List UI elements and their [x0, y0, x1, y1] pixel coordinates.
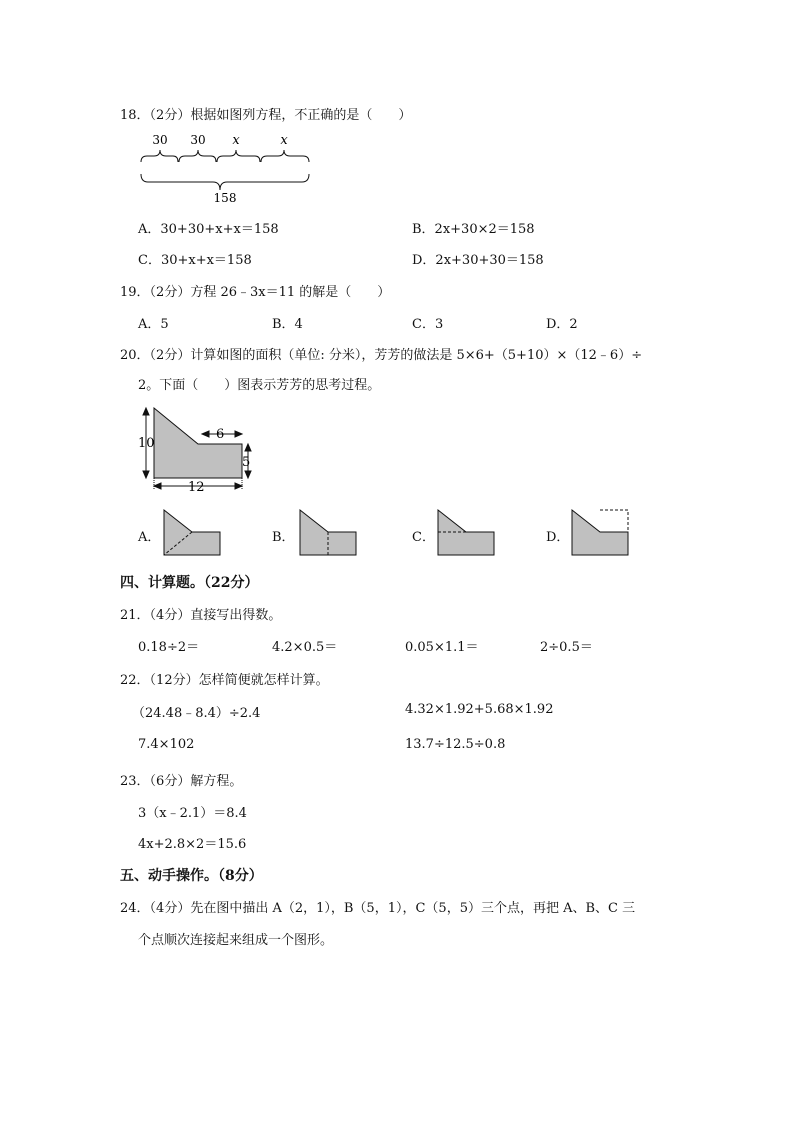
- q20-choice-b-figure[interactable]: [298, 508, 360, 558]
- q21-item-2: 4.2×0.5＝: [272, 640, 338, 655]
- q21-item-3: 0.05×1.1＝: [405, 640, 479, 655]
- q19-option-a[interactable]: A．5: [138, 317, 169, 332]
- q19-stem: 19．（2分）方程 26﹣3x＝11 的解是（ ）: [120, 285, 391, 300]
- q20-stem-line2: 2。下面（ ）图表示芳芳的思考过程。: [138, 378, 381, 393]
- q24-line2: 个点顺次连接起来组成一个图形。: [138, 933, 334, 948]
- q22-stem: 22．（12分）怎样简便就怎样计算。: [120, 673, 329, 688]
- q20-choice-d-figure[interactable]: [570, 508, 632, 558]
- q19-option-b[interactable]: B．4: [272, 317, 303, 332]
- q18-option-d[interactable]: D．2x+30+30＝158: [412, 253, 544, 268]
- q23-item-1: 3（x﹣2.1）＝8.4: [138, 806, 247, 821]
- top-brace-1: [141, 150, 178, 162]
- q19-option-c[interactable]: C．3: [412, 317, 444, 332]
- q20-main-figure: [136, 402, 260, 498]
- q21-item-4: 2÷0.5＝: [540, 640, 593, 655]
- dim-left: 10: [138, 436, 155, 451]
- brace-label-3: x: [232, 133, 240, 148]
- top-brace-3: [217, 150, 260, 162]
- q24-line1: 24．（4分）先在图中描出 A（2，1），B（5，1），C（5，5）三个点，再把 A、B、C 三: [120, 901, 636, 916]
- q20-choice-b-letter[interactable]: B．: [272, 530, 295, 545]
- q23-item-2: 4x+2.8×2＝15.6: [138, 837, 247, 852]
- dim-bottom: 12: [188, 480, 205, 495]
- bottom-brace: [141, 174, 309, 190]
- q18-option-a[interactable]: A．30+30+x+x＝158: [138, 222, 279, 237]
- q22-item-2: 4.32×1.92+5.68×1.92: [405, 702, 554, 717]
- brace-total: 158: [213, 191, 237, 205]
- q20-choice-a-letter[interactable]: A．: [138, 530, 161, 545]
- q21-stem: 21．（4分）直接写出得数。: [120, 608, 282, 623]
- q20-choice-c-letter[interactable]: C．: [412, 530, 435, 545]
- brace-label-1: 30: [152, 133, 168, 147]
- dim-top: 6: [216, 427, 225, 442]
- top-brace-4: [261, 150, 309, 162]
- q20-choice-d-letter[interactable]: D．: [546, 530, 570, 545]
- q18-stem: 18．（2分）根据如图列方程，不正确的是（ ）: [120, 108, 412, 123]
- section4-title: 四、计算题。（22分）: [120, 575, 259, 591]
- q22-item-4: 13.7÷12.5÷0.8: [405, 737, 506, 752]
- shape-fill: [154, 408, 242, 478]
- q22-item-3: 7.4×102: [138, 737, 195, 752]
- q20-stem-line1: 20．（2分）计算如图的面积（单位: 分米），芳芳的做法是 5×6+（5+10）×（12﹣6）÷: [120, 348, 643, 363]
- q23-stem: 23．（6分）解方程。: [120, 774, 243, 789]
- q21-item-1: 0.18÷2＝: [138, 640, 200, 655]
- q18-brace-diagram: [138, 128, 318, 208]
- q18-option-b[interactable]: B．2x+30×2＝158: [412, 222, 535, 237]
- q18-option-c[interactable]: C．30+x+x＝158: [138, 253, 252, 268]
- dim-right: 5: [242, 455, 251, 470]
- q19-option-d[interactable]: D．2: [546, 317, 578, 332]
- q22-item-1: （24.48﹣8.4）÷2.4: [132, 706, 261, 721]
- top-brace-2: [179, 150, 216, 162]
- q20-choice-a-figure[interactable]: [162, 508, 224, 558]
- brace-label-4: x: [280, 133, 288, 148]
- section5-title: 五、动手操作。（8分）: [120, 868, 263, 884]
- q20-choice-c-figure[interactable]: [436, 508, 498, 558]
- brace-label-2: 30: [190, 133, 206, 147]
